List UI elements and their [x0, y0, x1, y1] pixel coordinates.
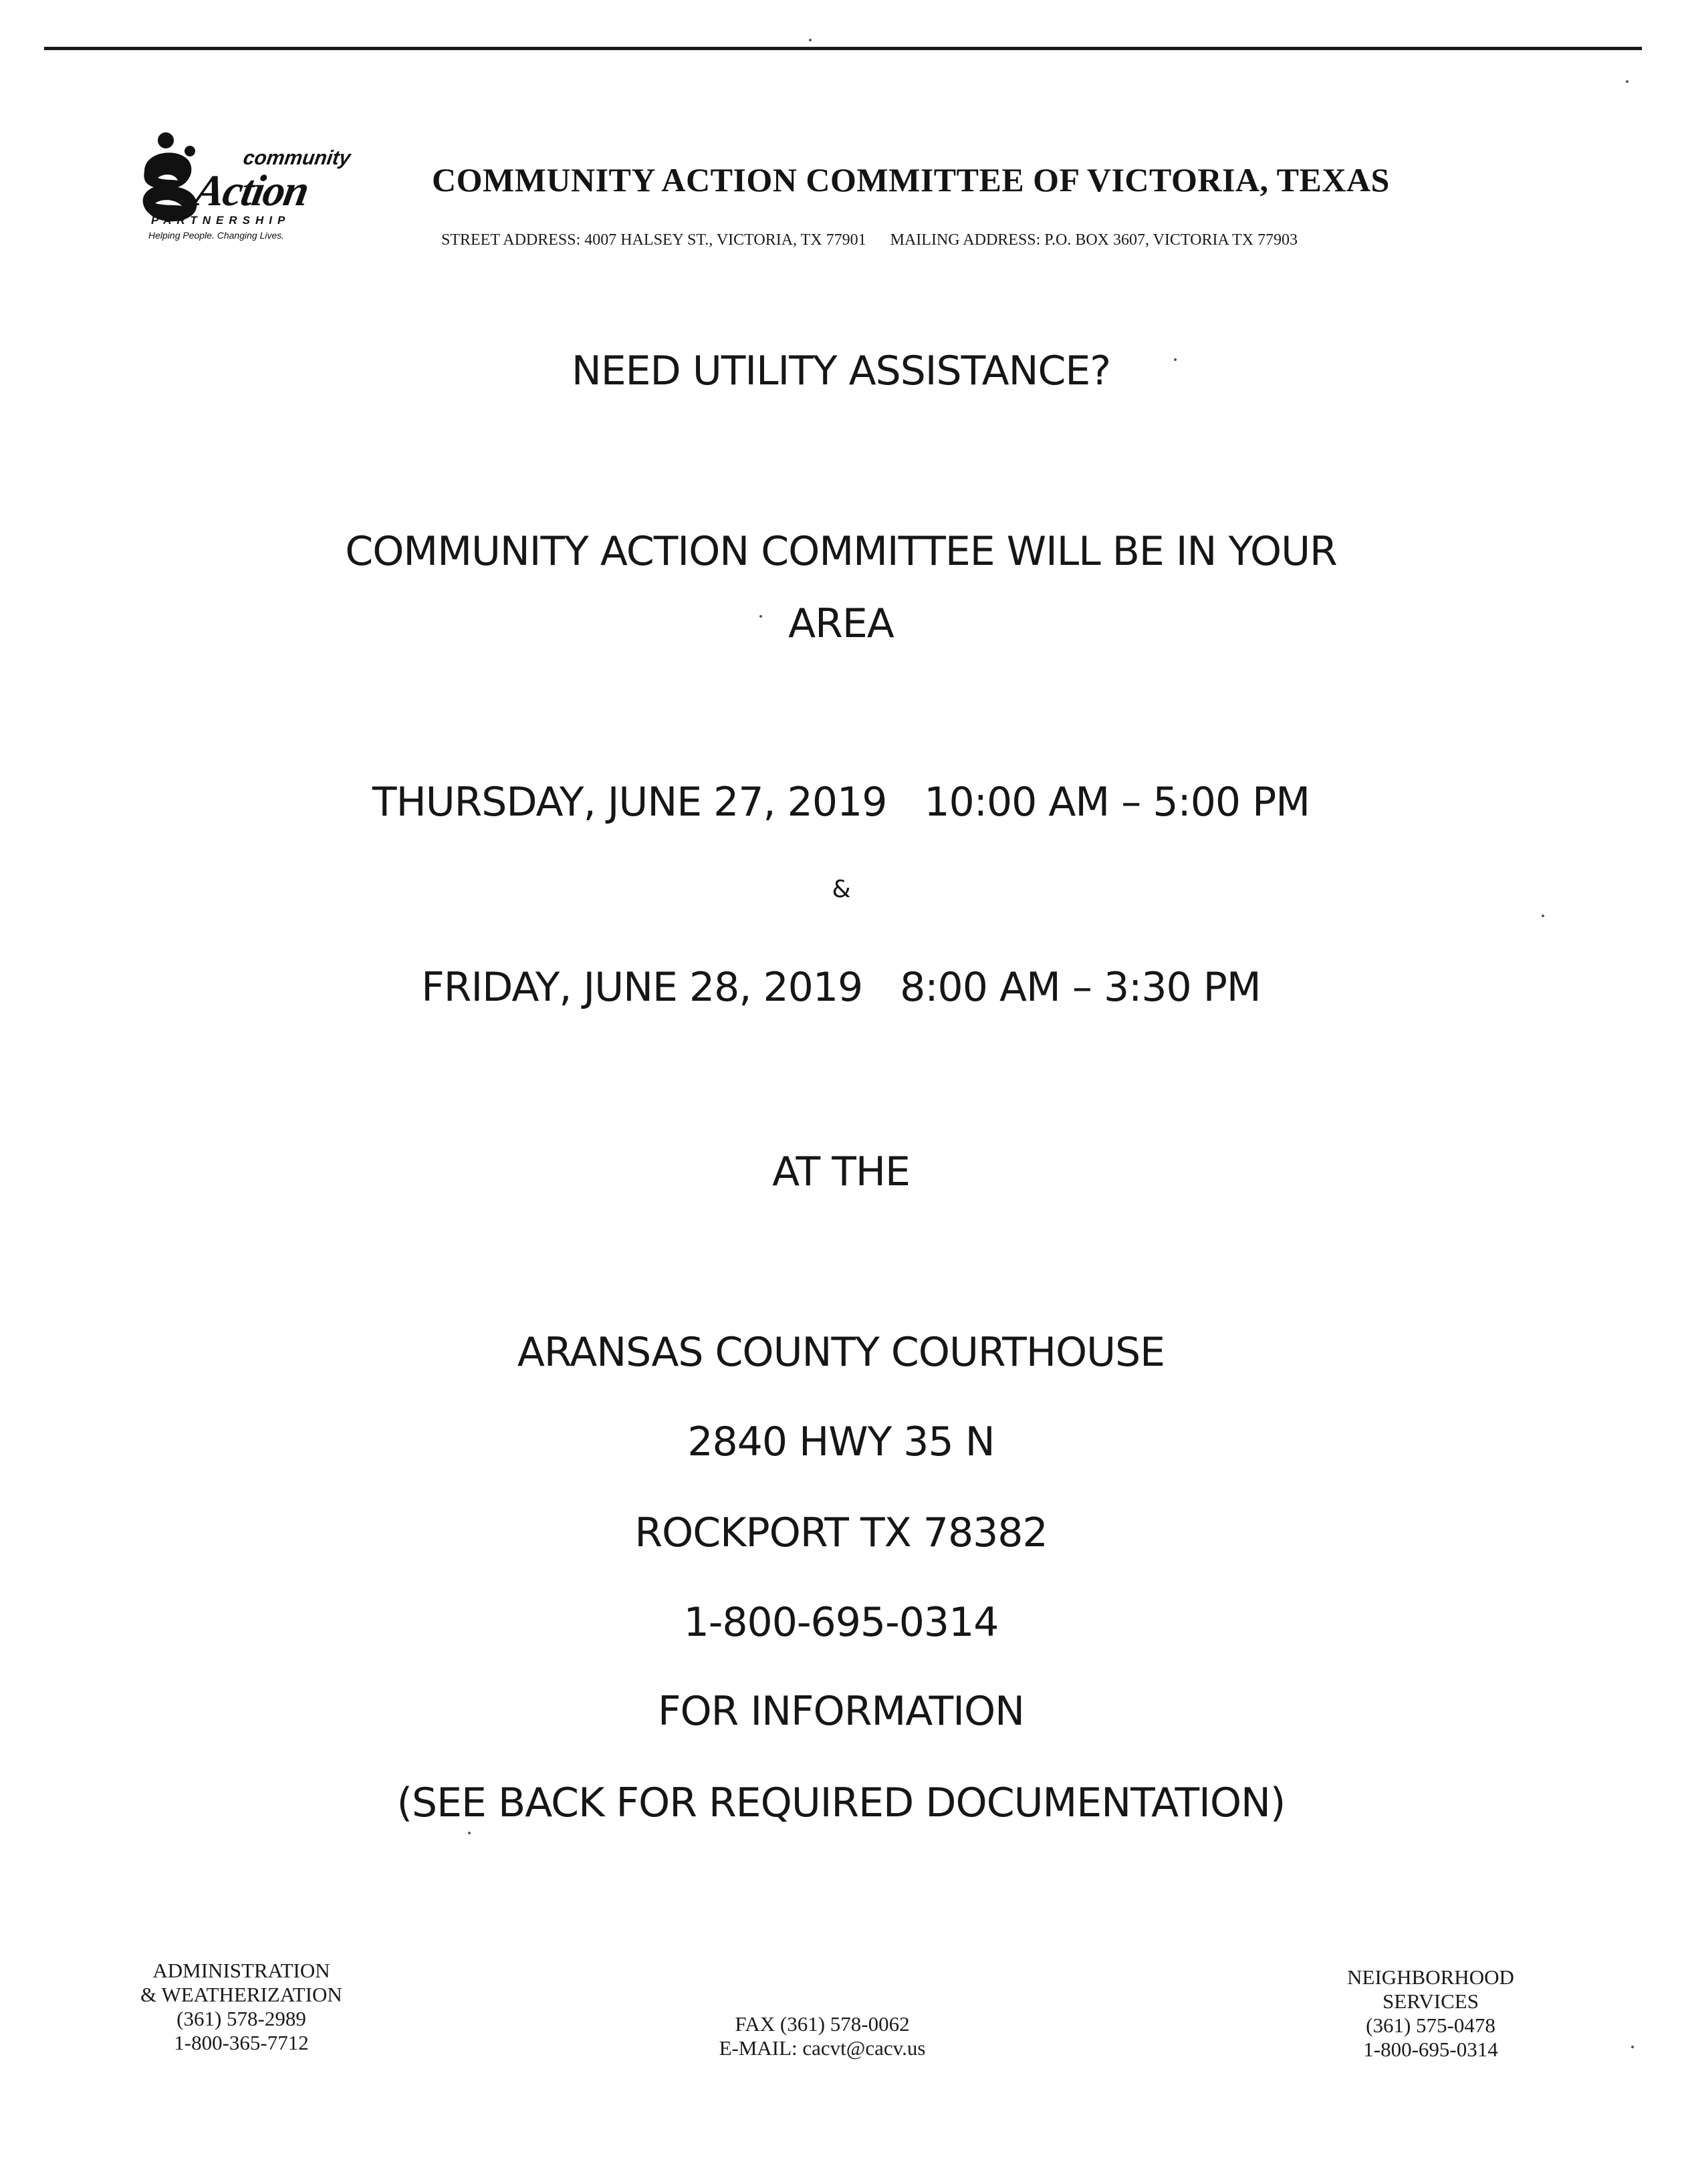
- location-city: ROCKPORT TX 78382: [634, 1509, 1048, 1556]
- top-rule: [44, 47, 1642, 50]
- scan-speck: [1631, 2046, 1634, 2048]
- logo-tagline: Helping People. Changing Lives.: [148, 230, 285, 241]
- footer-left-line-4: 1-800-365-7712: [174, 2031, 309, 2054]
- location-name: ARANSAS COUNTY COURTHOUSE: [517, 1329, 1165, 1376]
- event-date-1: THURSDAY, JUNE 27, 2019: [372, 779, 887, 826]
- location-street: 2840 HWY 35 N: [687, 1419, 995, 1465]
- event-day-1: [0, 779, 1682, 826]
- footer-contact: [675, 2012, 969, 2060]
- scan-speck: [759, 615, 762, 618]
- footer-administration: [118, 1959, 365, 2055]
- for-information: FOR INFORMATION: [657, 1688, 1025, 1735]
- event-date-2: FRIDAY, JUNE 28, 2019: [421, 964, 863, 1011]
- footer-left-line-1: ADMINISTRATION: [152, 1959, 330, 1982]
- address-line: [441, 231, 1298, 249]
- logo-community-text: community: [241, 147, 352, 169]
- footer-neighborhood-services: [1310, 1965, 1551, 2062]
- intro-line-1: COMMUNITY ACTION COMMITTEE WILL BE IN YOUR: [345, 528, 1337, 575]
- footer-right-line-3: (361) 575-0478: [1366, 2014, 1495, 2037]
- info-phone: 1-800-695-0314: [683, 1599, 999, 1646]
- scan-speck: [1626, 80, 1629, 83]
- event-time-1: 10:00 AM – 5:00 PM: [924, 779, 1310, 826]
- footer-fax: FAX (361) 578-0062: [735, 2012, 910, 2036]
- event-day-2: [0, 964, 1682, 1011]
- footer-right-line-2: SERVICES: [1383, 1989, 1479, 2013]
- event-time-2: 8:00 AM – 3:30 PM: [900, 964, 1261, 1011]
- flyer-headline: NEED UTILITY ASSISTANCE?: [571, 348, 1111, 394]
- ampersand: &: [832, 876, 850, 903]
- logo-partnership-text: PARTNERSHIP: [151, 214, 291, 227]
- see-back-note: (SEE BACK FOR REQUIRED DOCUMENTATION): [396, 1780, 1286, 1826]
- at-the: AT THE: [772, 1148, 910, 1195]
- footer-right-line-1: NEIGHBORHOOD: [1347, 1965, 1514, 1989]
- mailing-address: MAILING ADDRESS: P.O. BOX 3607, VICTORIA TX 77903: [890, 231, 1298, 249]
- street-address: STREET ADDRESS: 4007 HALSEY ST., VICTORIA, TX 77901: [441, 231, 866, 249]
- scan-speck: [468, 1832, 471, 1834]
- community-action-logo: [131, 131, 352, 251]
- organization-name: COMMUNITY ACTION COMMITTEE OF VICTORIA, TEXAS: [432, 161, 1390, 199]
- footer-email: E-MAIL: cacvt@cacv.us: [719, 2036, 926, 2060]
- intro-line-2: AREA: [788, 600, 894, 647]
- footer-left-line-3: (361) 578-2989: [176, 2007, 306, 2030]
- footer-left-line-2: & WEATHERIZATION: [140, 1983, 342, 2006]
- scan-speck: [1542, 915, 1544, 917]
- scan-speck: [809, 39, 812, 41]
- scan-speck: [1174, 358, 1177, 361]
- footer-right-line-4: 1-800-695-0314: [1363, 2038, 1498, 2061]
- logo-action-text: Action: [191, 166, 312, 215]
